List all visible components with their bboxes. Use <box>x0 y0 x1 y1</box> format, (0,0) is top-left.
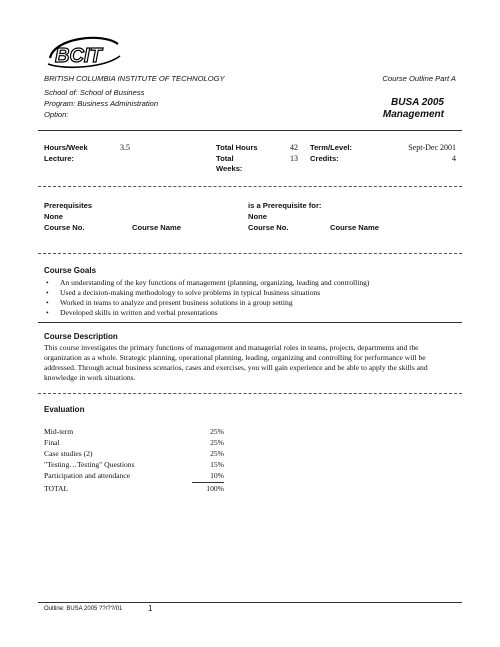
hours-week-label: Hours/Week <box>44 143 88 152</box>
credits-value: 4 <box>452 154 456 163</box>
evaluation-row <box>44 471 224 481</box>
course-goals-list <box>44 278 464 318</box>
evaluation-pct: 25% <box>210 427 224 436</box>
course-description-text: This course investigates the primary functions of management and managerial roles in teams, projects, departments and the organization as a whole. Strategic planning, operational planning, leading, organizing and controlling for performance will be addressed. Through actual business scenarios, cases and exercises, you will gain experience and be able to apply the skills and knowledge in work situations. <box>44 343 428 382</box>
total-weeks-label-2: Weeks: <box>216 164 243 173</box>
total-hours-label: Total Hours <box>216 143 258 152</box>
is-prereq-title: is a Prerequisite for: <box>248 201 322 210</box>
prerequisites-title: Prerequisites <box>44 201 93 210</box>
evaluation-item: Final <box>44 438 60 447</box>
goal-item: • Used a decision-making methodology to solve problems in typical business situations <box>44 288 464 298</box>
term-level-value: Sept-Dec 2001 <box>408 143 456 152</box>
evaluation-title: Evaluation <box>44 405 85 414</box>
course-goals-title: Course Goals <box>44 266 97 275</box>
evaluation-row <box>44 427 224 437</box>
evaluation-item: Participation and attendance <box>44 471 131 480</box>
prereq-course-name-header: Course Name <box>132 223 181 232</box>
program-line: Program: Business Administration <box>44 99 159 108</box>
evaluation-total-row <box>44 484 224 494</box>
goal-item: • Developed skills in written and verbal presentations <box>44 308 464 318</box>
prereq-divider <box>38 253 462 254</box>
option-line: Option: <box>44 110 69 119</box>
goal-item: • Worked in teams to analyze and present business solutions in a group setting <box>44 298 464 308</box>
total-weeks-label: Total <box>216 154 234 163</box>
evaluation-row <box>44 438 224 448</box>
school-line: School of: School of Business <box>44 88 145 97</box>
outline-part: Course Outline Part A <box>382 74 456 83</box>
footer-divider <box>38 602 462 603</box>
evaluation-pct: 25% <box>210 449 224 458</box>
institute-name: BRITISH COLUMBIA INSTITUTE OF TECHNOLOGY <box>44 74 225 83</box>
evaluation-row <box>44 449 224 459</box>
evaluation-pct: 10% <box>210 471 224 480</box>
is-prereq-value: None <box>248 212 267 221</box>
goals-divider <box>38 322 462 323</box>
evaluation-item: Case studies (2) <box>44 449 93 458</box>
svg-text:BCIT: BCIT <box>55 45 102 67</box>
course-description-title: Course Description <box>44 332 118 341</box>
total-weeks-value: 13 <box>290 154 298 163</box>
is-prereq-course-name-header: Course Name <box>330 223 379 232</box>
description-divider <box>38 393 462 394</box>
evaluation-item: "Testing…Testing" Questions <box>44 460 135 469</box>
bcit-logo-graphic <box>44 34 122 74</box>
lecture-label: Lecture: <box>44 154 74 163</box>
evaluation-row <box>44 460 224 470</box>
header-divider <box>38 130 462 131</box>
goal-item: • An understanding of the key functions of management (planning, organizing, leading and controlling) <box>44 278 464 288</box>
evaluation-total-pct: 100% <box>206 484 224 493</box>
evaluation-total-rule <box>192 482 224 483</box>
info-divider <box>38 186 462 187</box>
total-hours-value: 42 <box>290 143 298 152</box>
is-prereq-course-no-header: Course No. <box>248 223 289 232</box>
page-number: 1 <box>148 604 153 613</box>
evaluation-pct: 25% <box>210 438 224 447</box>
evaluation-item: Mid-term <box>44 427 74 436</box>
prerequisites-value: None <box>44 212 63 221</box>
prereq-course-no-header: Course No. <box>44 223 85 232</box>
evaluation-total-label: TOTAL <box>44 484 69 493</box>
course-code: BUSA 2005 <box>391 97 444 108</box>
term-level-label: Term/Level: <box>310 143 353 152</box>
footer-file: Outline: BUSA 2005 ??/??/01 <box>44 606 123 612</box>
evaluation-pct: 15% <box>210 460 224 469</box>
bcit-logo <box>44 34 122 74</box>
hours-week-value: 3.5 <box>120 143 130 152</box>
course-title: Management <box>382 109 444 120</box>
credits-label: Credits: <box>310 154 339 163</box>
